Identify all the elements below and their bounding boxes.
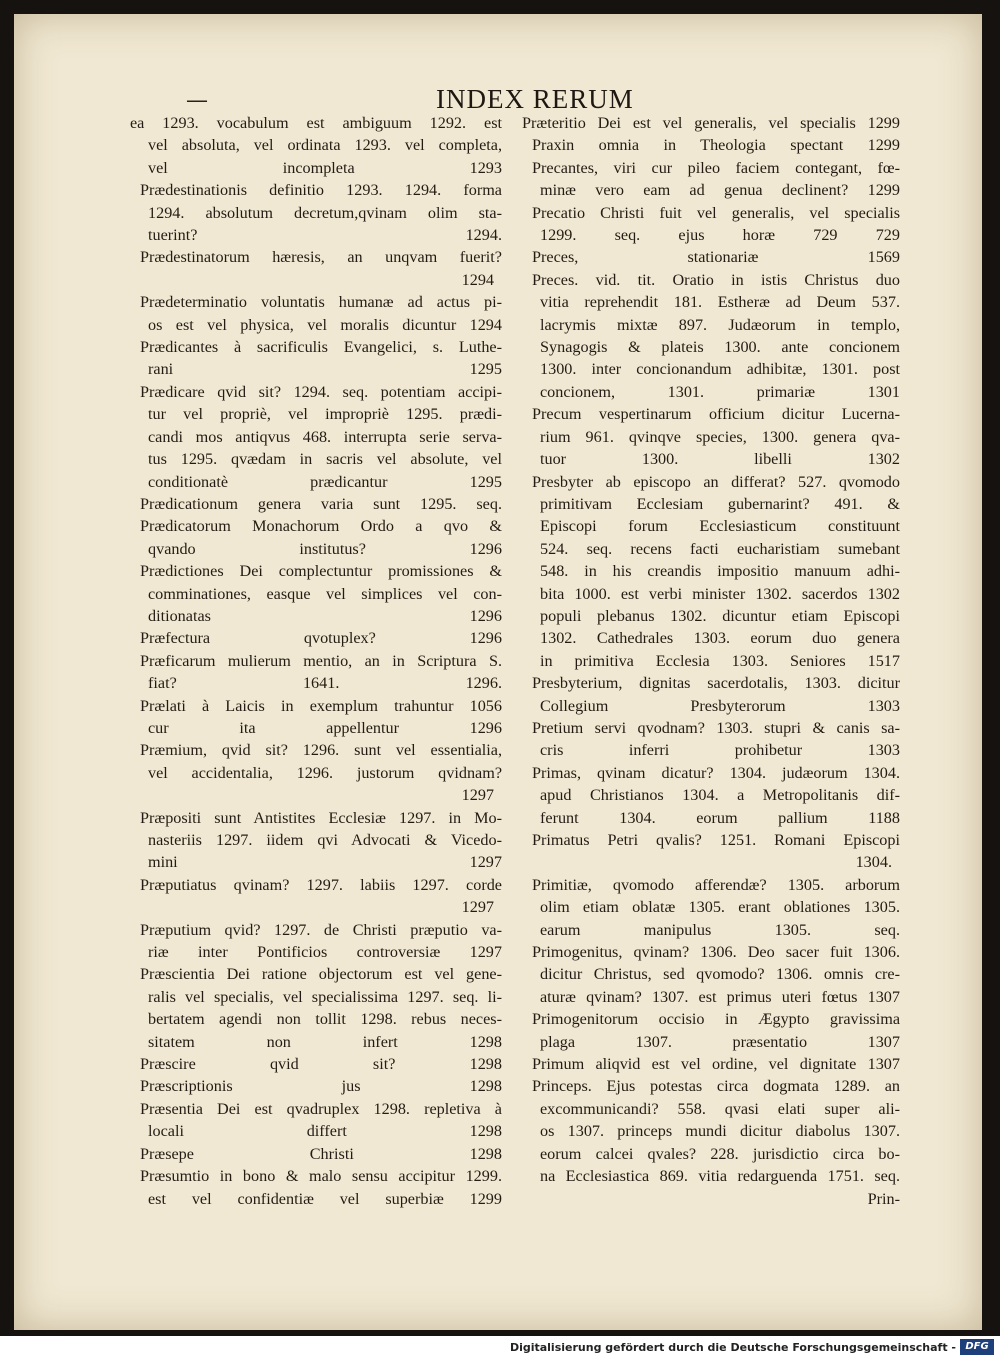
index-line: Princeps. Ejus potestas circa dogmata 1289. an [532,1077,900,1096]
index-line: Prælati à Laicis in exemplum trahuntur 1056 [140,696,502,715]
index-line: Praxin omnia in Theologia spectant 1299 [532,136,900,155]
index-line: 1304. [855,853,892,872]
index-line: apud Christianos 1304. a Metropolitanis dif- [540,786,900,805]
index-line: comminationes, easque vel simplices vel con- [148,584,502,603]
running-head: INDEX RERUM [436,84,634,114]
index-line: Præsentia Dei est qvadruplex 1298. repletiva à [140,1099,502,1118]
index-line: Præscriptionis jus 1298 [140,1077,502,1096]
index-line: lacrymis mixtæ 897. Judæorum in templo, [540,315,900,334]
index-line: vel accidentalia, 1296. justorum qvidnam? [148,763,502,782]
index-line: locali differt 1298 [148,1122,502,1141]
index-line: Prædicationum genera varia sunt 1295. seq. [140,494,502,513]
index-line: bita 1000. est verbi minister 1302. sacerdos 1302 [540,584,900,603]
index-line: Præscire qvid sit? 1298 [140,1055,502,1074]
left-column [130,112,502,1210]
index-line: fiat? 1641. 1296. [148,674,502,693]
index-line: Prædicatorum Monachorum Ordo a qvo & [140,517,502,536]
index-line: primitivam Ecclesiam gubernarint? 491. & [540,494,900,513]
index-line: Prin- [867,1189,900,1208]
index-line: Præpositi sunt Antistites Ecclesiæ 1297. in Mo- [140,808,502,827]
index-line: dicitur Christus, sed qvomodo? 1306. omnis cre- [540,965,900,984]
index-line: Primas, qvinam dicatur? 1304. judæorum 1304. [532,763,900,782]
index-line: tus 1295. qvædam in sacris vel absolute, vel [148,450,502,469]
index-line: ralis vel specialis, vel specialissima 1297. seq. li- [148,987,502,1006]
index-line: est vel confidentiæ vel superbiæ 1299 [148,1189,502,1208]
index-line: na Ecclesiastica 869. vitia redarguenda 1751. seq. [540,1167,900,1186]
index-line: in primitiva Ecclesia 1303. Seniores 1517 [540,651,900,670]
index-line: Episcopi forum Ecclesiasticum constituunt [540,517,900,536]
index-line: 1297 [461,786,494,805]
index-line: candi mos antiqvus 468. interrupta serie serva- [148,427,502,446]
index-line: Preces, stationariæ 1569 [532,248,900,267]
index-line: riæ inter Pontificios controversiæ 1297 [148,943,502,962]
index-line: Pretium servi qvodnam? 1303. stupri & canis sa- [532,718,900,737]
index-line: mini 1297 [148,853,502,872]
index-line: Precantes, viri cur pileo faciem contegant, fœ- [532,158,900,177]
index-line: Presbyterium, dignitas sacerdotalis, 1303. dicitur [532,674,900,693]
index-line: Primitiæ, qvomodo afferendæ? 1305. arborum [532,875,900,894]
index-line: earum manipulus 1305. seq. [540,920,900,939]
index-line: os est vel physica, vel moralis dicuntur 1294 [148,315,502,334]
index-line: Primum aliqvid est vel ordine, vel dignitate 1307 [532,1055,900,1074]
index-line: 1300. inter concionandum adhibitæ, 1301. post [540,360,900,379]
index-line: eorum calcei qvales? 228. jurisdictio circa bo- [540,1144,900,1163]
index-line: Præsepe Christi 1298 [140,1144,502,1163]
index-line: Prædestinatorum hæresis, an unqvam fuerit? [140,248,502,267]
index-line: Primogenitorum occisio in Ægypto gravissima [532,1010,900,1029]
index-line: nasteriis 1297. iidem qvi Advocati & Vicedo- [148,831,502,849]
index-line: olim etiam oblatæ 1305. erant oblationes 1305. [540,898,900,917]
footer-bar [0,1336,1000,1358]
index-line: bertatem agendi non tollit 1298. rebus neces- [148,1010,502,1029]
index-line: 1302. Cathedrales 1303. eorum duo genera [540,629,900,648]
right-column [522,112,900,1210]
index-line: Preces. vid. tit. Oratio in istis Christus duo [532,270,900,289]
index-line: Synagogis & plateis 1300. ante concionem [540,338,900,357]
index-line: ferunt 1304. eorum pallium 1188 [540,808,900,827]
index-line: vitia reprehendit 181. Estheræ ad Deum 537. [540,293,900,312]
index-line: excommunicandi? 558. qvasi elati super ali- [540,1099,900,1118]
index-line: Prædicantes à sacrificulis Evangelici, s. Luthe- [140,338,502,357]
index-line: Præteritio Dei est vel generalis, vel specialis 1299 [522,114,900,132]
index-line: Præfectura qvotuplex? 1296 [140,629,502,648]
index-line: Præmium, qvid sit? 1296. sunt vel essentialia, [140,741,502,760]
index-line: Præscientia Dei ratione objectorum est vel gene- [140,965,502,984]
index-line: plaga 1307. præsentatio 1307 [540,1032,900,1051]
index-line: vel incompleta 1293 [148,158,502,177]
index-line: Prædeterminatio voluntatis humanæ ad actus pi- [140,293,502,312]
index-line: os 1307. princeps mundi dicitur diabolus 1307. [540,1122,900,1141]
index-line: Præputium qvid? 1297. de Christi præputio va- [140,920,502,939]
index-line: sitatem non infert 1298 [148,1032,502,1051]
index-line: Præputiatus qvinam? 1297. labiis 1297. corde [140,875,502,894]
index-line: Presbyter ab episcopo an differat? 527. qvomodo [532,472,900,491]
index-line: concionem, 1301. primariæ 1301 [540,382,900,401]
index-line: tuor 1300. libelli 1302 [540,450,900,469]
index-line: 1294. absolutum decretum,qvinam olim sta- [148,203,502,222]
footer-text: Digitalisierung gefördert durch die Deutsche Forschungsgemeinschaft - [509,1341,956,1354]
index-line: Præsumtio in bono & malo sensu accipitur 1299. [140,1167,502,1186]
index-line: 1294 [461,270,494,289]
index-line: conditionatè prædicantur 1295 [148,472,502,491]
index-line: Prædestinationis definitio 1293. 1294. forma [140,181,502,200]
index-line: qvando institutus? 1296 [148,539,502,558]
index-line: vel absoluta, vel ordinata 1293. vel completa, [148,136,502,155]
page-dash: — [186,88,208,113]
index-line: tur vel propriè, vel impropriè 1295. prædi- [148,405,502,424]
index-line: ditionatas 1296 [148,606,502,625]
index-line: rani 1295 [148,360,502,379]
index-line: Primogenitus, qvinam? 1306. Deo sacer fuit 1306. [532,943,900,962]
index-line: populi plebanus 1302. dicuntur etiam Episcopi [540,606,900,625]
dfg-logo: DFG [960,1339,994,1355]
index-line: aturæ qvinam? 1307. est primus uteri fœtus 1307 [540,987,900,1006]
index-line: ea 1293. vocabulum est ambiguum 1292. est [130,114,502,132]
index-line: Præficarum mulierum mentio, an in Scriptura S. [140,651,502,670]
index-line: cris inferri prohibetur 1303 [540,741,900,760]
index-line: 548. in his creandis impositio manuum adhi- [540,562,900,581]
index-line: 1297 [461,898,494,917]
index-line: 524. seq. recens facti eucharistiam sumebant [540,539,900,558]
index-line: Primatus Petri qvalis? 1251. Romani Episcopi [532,831,900,849]
index-line: tuerint? 1294. [148,226,502,245]
index-line: cur ita appellentur 1296 [148,718,502,737]
index-line: Prædictiones Dei complectuntur promissiones & [140,562,502,581]
index-line: rium 961. qvinqve species, 1300. genera qva- [540,427,900,446]
index-line: minæ vero eam ad genua declinent? 1299 [540,181,900,200]
index-line: Collegium Presbyterorum 1303 [540,696,900,715]
index-line: Prædicare qvid sit? 1294. seq. potentiam accipi- [140,382,502,401]
index-line: Precum vespertinarum officium dicitur Lucerna- [532,405,900,424]
index-line: 1299. seq. ejus horæ 729 729 [540,226,900,245]
index-line: Precatio Christi fuit vel generalis, vel specialis [532,203,900,222]
